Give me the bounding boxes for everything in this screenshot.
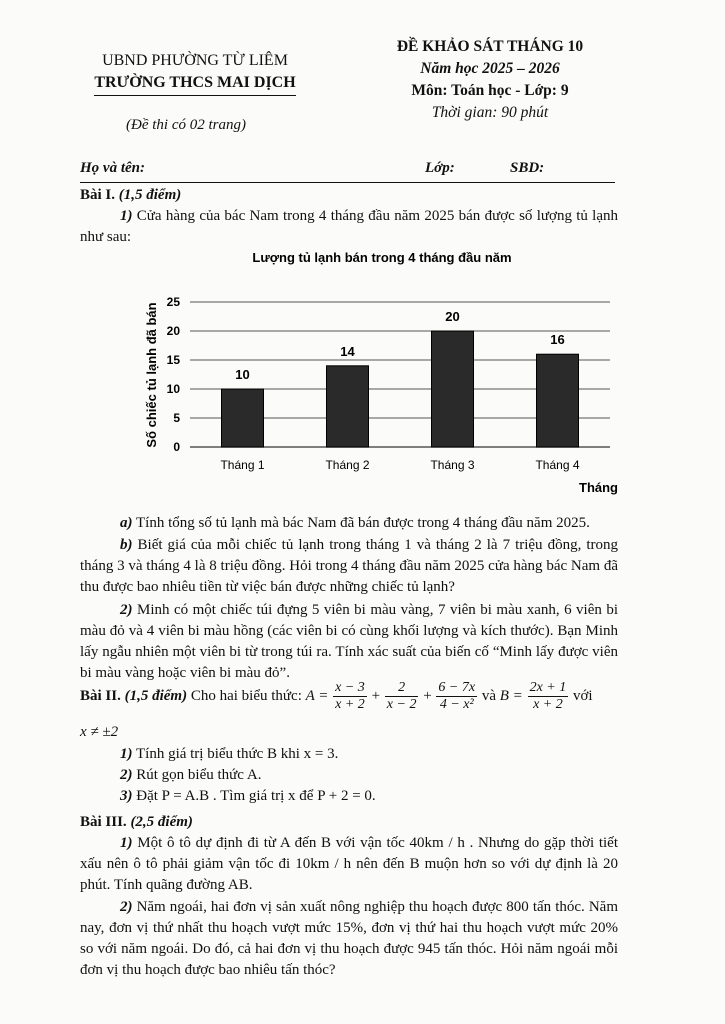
y-tick-label: 5	[173, 411, 180, 425]
exam-duration: Thời gian: 90 phút	[431, 104, 549, 121]
x-tick-label: Tháng 1	[220, 458, 265, 472]
subject-grade: Môn: Toán học - Lớp: 9	[411, 82, 569, 99]
bai3-q1	[80, 833, 618, 896]
bai1-points: (1,5 điểm)	[118, 187, 182, 203]
expr-a-lhs: A =	[305, 687, 329, 704]
page-count-note: (Đề thi có 02 trang)	[126, 117, 246, 133]
chart-xlabel: Tháng	[579, 480, 618, 495]
bai2-q3-text: Đặt P = A.B . Tìm giá trị x để P + 2 = 0.	[136, 788, 376, 804]
y-tick-label: 25	[166, 295, 180, 309]
y-tick-label: 10	[166, 382, 180, 396]
bai1-q1	[80, 206, 618, 248]
bai2-q2-num: 2)	[120, 767, 133, 783]
and-word: và	[481, 687, 497, 704]
bai1-q1-text: Cửa hàng của bác Nam trong 4 tháng đầu năm 2025 bán được số lượng tủ lạnh như sau:	[80, 208, 619, 245]
fraction-4: $\frac{2x + 1}{x + 2}$	[529, 680, 567, 712]
y-tick-label: 20	[166, 324, 180, 338]
exam-title: ĐỀ KHẢO SÁT THÁNG 10	[396, 38, 584, 55]
bai1-q2	[80, 600, 618, 684]
sbd-label: SBD:	[510, 160, 545, 176]
bai2-points: (1,5 điểm)	[124, 687, 188, 704]
x-tick-label: Tháng 3	[430, 458, 475, 472]
name-label: Họ và tên:	[80, 160, 145, 176]
expr-b-lhs: B =	[499, 687, 523, 704]
class-label: Lớp:	[425, 160, 455, 176]
bai2-title: Bài II.	[80, 687, 121, 704]
x-tick-label: Tháng 2	[325, 458, 370, 472]
student-info-line	[80, 160, 615, 183]
bai2-q3-num: 3)	[120, 788, 133, 804]
bai1-qb	[80, 535, 618, 598]
bai1-qa-num: a)	[120, 515, 133, 531]
bai2-q1	[80, 744, 618, 765]
bai2-q2	[80, 765, 618, 786]
bai3-title: Bài III.	[80, 814, 127, 830]
bar-value-label: 20	[445, 309, 460, 324]
bai1-heading	[80, 185, 618, 206]
bai1-qa	[80, 513, 618, 534]
bai3-q1-text: Một ô tô dự định đi từ A đến B với vận tốc 40km / h . Nhưng do gặp thời tiết xấu nên ô tô phải giảm vận tốc đi 10km / h nên đến B muộn hơn so với dự định là 20 phút. Tính quãng đường AB.	[80, 835, 618, 893]
plus-sign: +	[371, 687, 381, 704]
bai1-q2-num: 2)	[120, 602, 133, 618]
bai2-heading	[80, 680, 618, 713]
bar-3	[432, 331, 474, 447]
school-year: Năm học 2025 – 2026	[420, 60, 560, 77]
bar-value-label: 16	[550, 332, 565, 348]
with-word: với	[572, 687, 593, 704]
bai1-q2-text: Minh có một chiếc túi đựng 5 viên bi màu vàng, 7 viên bi màu xanh, 6 viên bi màu đỏ và 4 viên bi màu hồng (các viên bi có cùng khối lượng và kích thước). Bạn Minh lấy ngẫu nhiên một viên bi từ trong túi ra. Tính xác suất của biến cố “Minh lấy được viên bi màu vàng hoặc viên bi màu đỏ”.	[80, 602, 619, 681]
bar-value-label: 14	[340, 343, 355, 359]
bai2-condition: x ≠ ±2	[80, 724, 119, 740]
bai3-points: (2,5 điểm)	[130, 814, 193, 830]
district-name: UBND PHƯỜNG TỪ LIÊM	[102, 52, 288, 69]
chart-title: Lượng tủ lạnh bán trong 4 tháng đầu năm	[252, 250, 512, 265]
bai3-q1-num: 1)	[120, 835, 133, 851]
bar-chart	[140, 245, 620, 500]
fraction-1: $\frac{x - 3}{x + 2}$	[335, 680, 365, 712]
bai3-q2	[80, 897, 618, 981]
chart-ylabel: Số chiếc tủ lạnh đã bán	[144, 302, 159, 448]
bai2-q3	[80, 786, 618, 807]
bai2-q1-num: 1)	[120, 746, 133, 762]
fraction-3: $\frac{6 - 7x}{\text{4 − x²}}$	[438, 680, 476, 712]
x-tick-label: Tháng 4	[535, 458, 580, 472]
bai3-heading	[80, 812, 618, 833]
exam-header	[370, 36, 610, 124]
school-header	[80, 50, 310, 96]
bar-value-label: 10	[235, 367, 250, 382]
bai1-title: Bài I.	[80, 187, 116, 203]
fraction-2: $\frac{2}{x - 2}$	[386, 680, 417, 712]
bai2-q1-text: Tính giá trị biểu thức B khi x = 3.	[135, 746, 339, 762]
y-tick-label: 15	[166, 353, 180, 367]
bai3-q2-text: Năm ngoái, hai đơn vị sản xuất nông nghiệp thu hoạch được 800 tấn thóc. Năm nay, đơn vị thứ nhất thu hoạch vượt mức 15%, đơn vị thứ hai thu hoạch vượt mức 20% so với năm ngoái. Do đó, cả hai đơn vị thu hoạch được 945 tấn thóc. Hỏi năm ngoái mỗi đơn vị thu hoạch được bao nhiêu tấn thóc?	[80, 899, 618, 978]
plus-sign: +	[423, 687, 432, 704]
bai1-q1-num: 1)	[120, 208, 133, 224]
bai1-qb-text: Biết giá của mỗi chiếc tủ lạnh trong tháng 1 và tháng 2 là 7 triệu đồng, trong tháng 3 và tháng 4 là 8 triệu đồng. Hỏi trong 4 tháng đầu năm 2025 cửa hàng bác Nam đã thu được bao nhiêu tiền từ việc bán được những chiếc tủ lạnh?	[80, 537, 618, 595]
bai2-intro: Cho hai biểu thức:	[190, 687, 302, 704]
bar-4	[537, 354, 579, 447]
bai3-q2-num: 2)	[120, 899, 133, 915]
school-name: TRƯỜNG THCS MAI DỊCH	[94, 72, 295, 96]
bai2-q2-text: Rút gọn biểu thức A.	[136, 767, 262, 783]
bar-2	[327, 366, 369, 447]
bai1-qa-text: Tính tổng số tủ lạnh mà bác Nam đã bán được trong 4 tháng đầu năm 2025.	[135, 515, 590, 531]
bai1-qb-num: b)	[120, 537, 133, 553]
bar-1	[222, 389, 264, 447]
y-tick-label: 0	[173, 440, 180, 454]
